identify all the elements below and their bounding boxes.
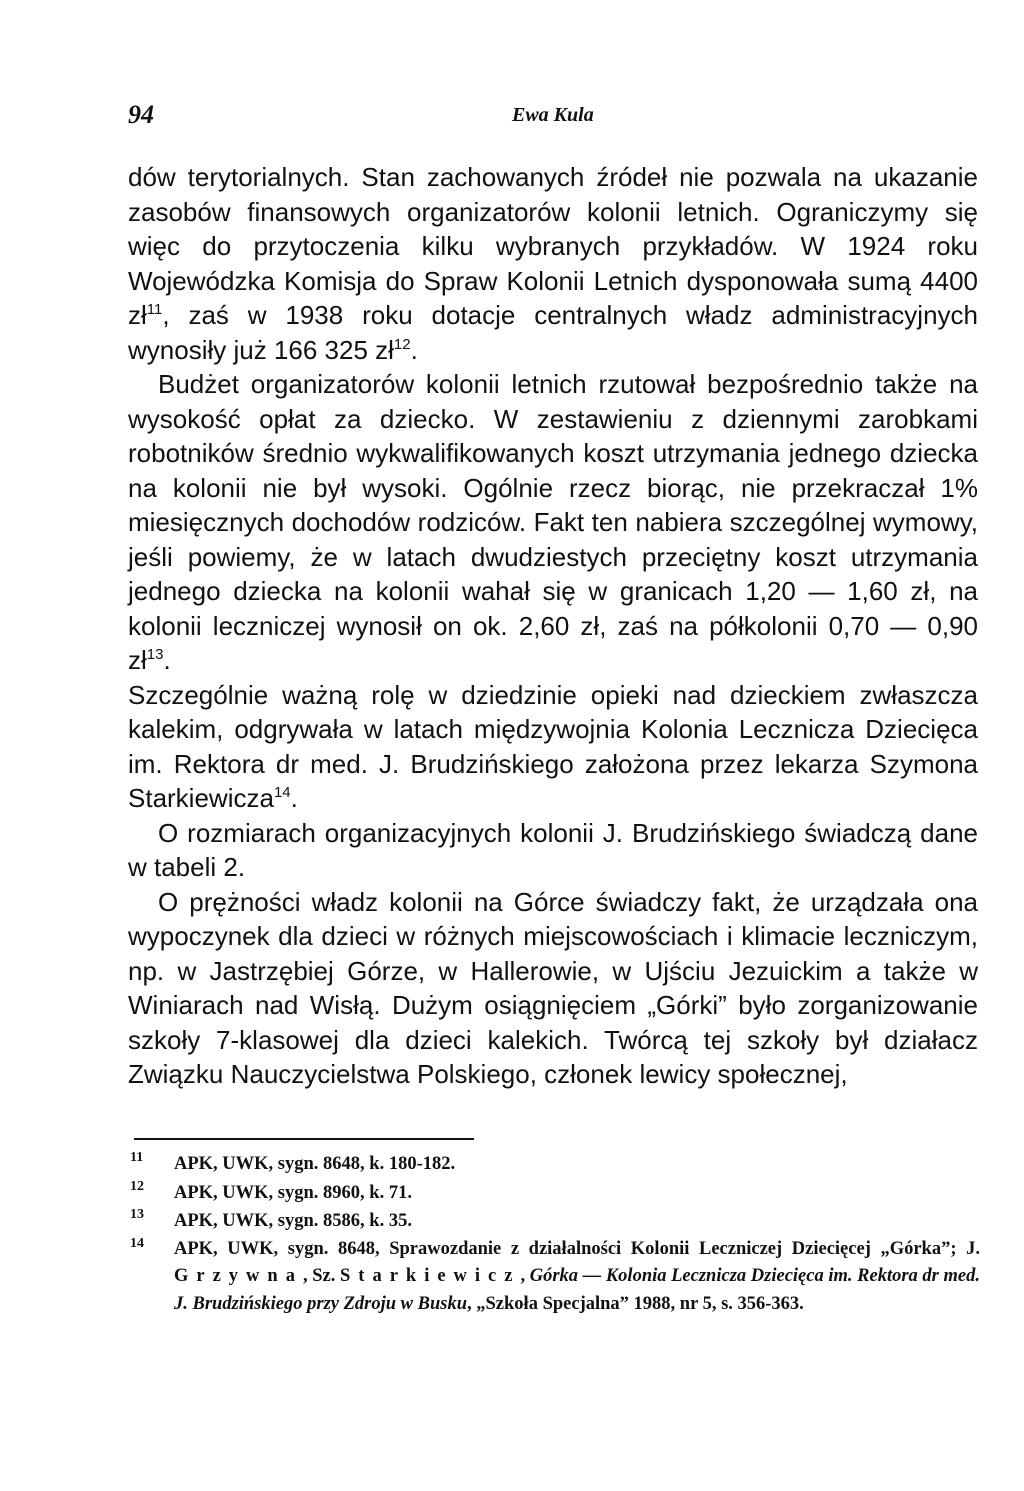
running-head: Ewa Kula (512, 104, 594, 126)
footnote-11 (130, 1150, 980, 1179)
paragraph-1 (128, 160, 978, 367)
footnote-14-author: Grzywna (174, 1266, 303, 1286)
paragraph-3 (128, 678, 978, 816)
footnote-14 (130, 1236, 980, 1319)
footnote-text (174, 1236, 980, 1319)
footnote-ref-11: 11 (146, 301, 163, 318)
paragraph-1-text-cont: , zaś w 1938 roku dotacje centralnych władz administracyjnych wynosiły już 166 325 zł (128, 300, 978, 365)
paragraph-1-text: dów terytorialnych. Stan zachowanych źródeł nie pozwala na ukazanie zasobów finansowych organizatorów kolonii letnich. Ograniczymy się więc do przytoczenia kilku wybranych przykładów. W 1924 roku Wojewódzka Komisja do Spraw Kolonii Letnich dysponowała sumą 4400 zł (128, 162, 978, 330)
paragraph-3-text: Szczególnie ważną rolę w dziedzinie opieki nad dzieckiem zwłaszcza kalekim, odgrywała w latach międzywojnia Kolonia Lecznicza Dziecięca im. Rektora dr med. J. Brudzińskiego założona przez lekarza Szymona Starkiewicza (128, 679, 978, 813)
footnote-number: 12 (130, 1178, 144, 1194)
footnote-14-title: Górka — Kolonia Lecznicza Dziecięca im. Rektora dr med. J. Brudzińskiego przy Zdroju w Busku (174, 1266, 980, 1314)
paragraph-5: O prężności władz kolonii na Górce świadczy fakt, że urządzała ona wypoczynek dla dzieci w różnych miejscowościach i klimacie leczniczym, np. w Jastrzębiej Górze, w Hallerowie, w Ujściu Jezuickim a także w Winiarach nad Wisłą. Dużym osiągnięciem „Górki” było zorganizowanie szkoły 7-klasowej dla dzieci kalekich. Twórcą tej szkoły był działacz Związku Nauczycielstwa Polskiego, członek lewicy społecznej, (128, 886, 978, 1089)
body-text (128, 160, 978, 1092)
page-number: 94 (128, 100, 154, 129)
paragraph-3-end: . (290, 783, 298, 813)
footnote-14-part: APK, UWK, sygn. 8648, Sprawozdanie z działalności Kolonii Leczniczej Dziecięcej „Górka”; J. (174, 1238, 980, 1259)
footnote-ref-14: 14 (273, 784, 291, 801)
paragraph-2-end: . (163, 645, 171, 675)
footnote-text: APK, UWK, sygn. 8648, k. 180-182. (174, 1154, 456, 1174)
footnote-number: 11 (130, 1150, 144, 1165)
footnote-ref-13: 13 (146, 646, 164, 663)
footnote-text: APK, UWK, sygn. 8586, k. 35. (174, 1211, 412, 1231)
paragraph-2-text: Budżet organizatorów kolonii letnich rzutował bezpośrednio także na wysokość opłat za dziecko. W zestawieniu z dziennymi zarobkami robotników średnio wykwalifikowanych koszt utrzymania jednego dziecka na kolonii nie był wysoki. Ogólnie rzecz biorąc, nie przekraczał 1% miesięcznych dochodów rodziców. Fakt ten nabiera szczególnej wymowy, jeśli powiemy, że w latach dwudziestych przeciętny koszt utrzymania jednego dziecka na kolonii wahał się w granicach 1,20 — 1,60 zł, na kolonii leczniczej wynosił on ok. 2,60 zł, zaś na półkolonii 0,70 — 0,90 zł (128, 369, 978, 675)
footnote-number: 14 (130, 1235, 144, 1251)
paragraph-4: O rozmiarach organizacyjnych kolonii J. Brudzińskiego świadczą dane w tabeli 2. (128, 817, 978, 882)
footnote-text: APK, UWK, sygn. 8960, k. 71. (174, 1182, 412, 1203)
footnote-number: 13 (130, 1207, 144, 1222)
footnotes (130, 1150, 980, 1318)
footnote-divider (134, 1138, 474, 1140)
footnote-14-part: , Sz. (302, 1266, 340, 1286)
footnote-14-part: , „Szkoła Specjalna” 1988, nr 5, s. 356-363. (467, 1293, 804, 1314)
footnote-ref-12: 12 (393, 335, 411, 353)
footnote-14-author: Starkiewicz (340, 1266, 521, 1286)
footnote-14-part: , (520, 1266, 530, 1286)
footnote-13 (130, 1207, 980, 1236)
footnote-12 (130, 1179, 980, 1208)
paragraph-2 (128, 367, 978, 678)
page-header (128, 100, 978, 140)
paragraph-1-end: . (410, 334, 418, 365)
